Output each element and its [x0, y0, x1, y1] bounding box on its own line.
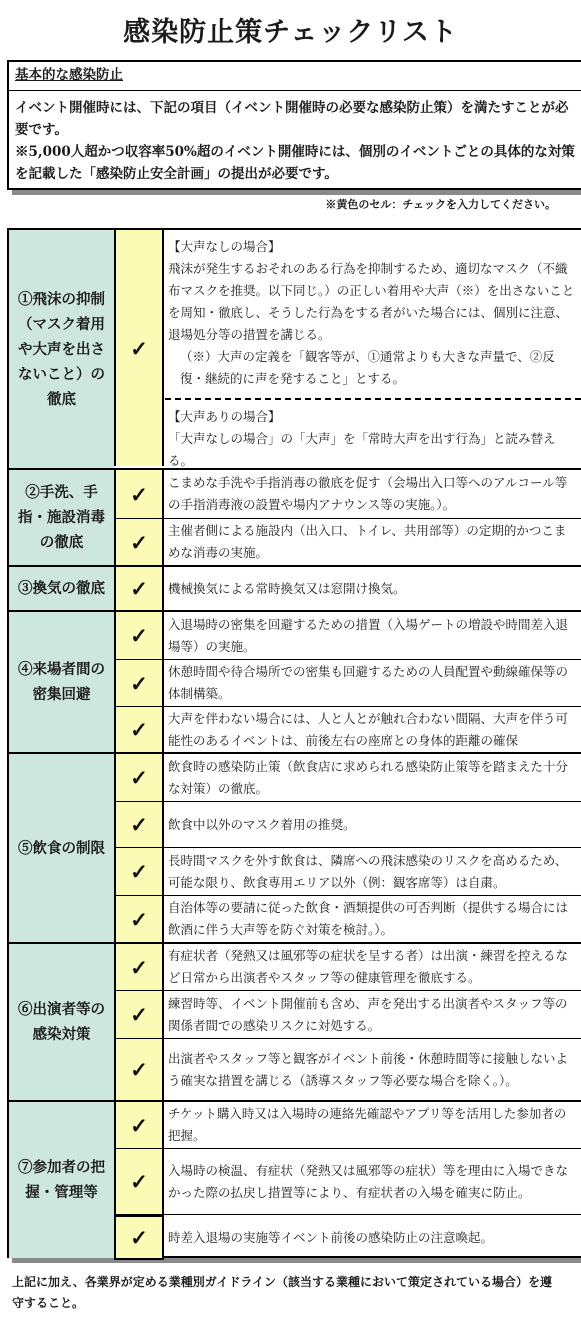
item-text: 休憩時間や待合場所での密集も回避するための人員配置や動線確保等の体制構築。: [168, 664, 569, 701]
check-cell[interactable]: ✓: [114, 1039, 164, 1100]
section-label: ③換気の徹底: [9, 567, 114, 610]
item-text-block: [168, 400, 577, 466]
section-label: ⑥出演者等の感染対策: [9, 944, 114, 1100]
checklist-table: [7, 228, 581, 1258]
check-cell[interactable]: ✓: [114, 1149, 164, 1214]
section-crowd: [9, 610, 581, 752]
check-cell-selected[interactable]: ✓: [114, 1215, 164, 1260]
check-cell[interactable]: ✓: [114, 707, 164, 752]
check-cell[interactable]: ✓: [114, 1102, 164, 1148]
checklist-row: [114, 706, 581, 752]
checklist-row: [114, 567, 581, 610]
checklist-row: [114, 1148, 581, 1214]
checklist-row: [114, 801, 581, 847]
section-droplet: [9, 230, 581, 468]
checklist-row: [114, 847, 581, 895]
check-cell[interactable]: ✓: [114, 470, 164, 518]
intro-heading: 基本的な感染防止: [9, 62, 581, 91]
item-note: （※）大声の定義を「観客等が、①通常よりも大きな声量で、②反復・継続的に声を発すること」とする。: [180, 349, 555, 386]
check-cell[interactable]: ✓: [114, 848, 164, 895]
item-text: 時差入退場の実施等イベント前後の感染防止の注意喚起。: [168, 1229, 494, 1245]
item-text: 入退場時の密集を回避するための措置（入場ゲートの増設や時間差入退場等）の実施。: [168, 616, 569, 654]
item-text: 飛沫が発生するおそれのある行為を抑制するため、適切なマスク（不織布マスクを推奨。以下同じ。）の正しい着用や大声（※）を出さないことを周知・徹底し、そうした行為をする者がいた場合には、個別に注意、退場処分等の措置を講じる。: [168, 261, 575, 342]
intro-line-1: イベント開催時には、下記の項目（イベント開催時の必要な感染防止策）を満たすことが必要です。: [15, 100, 569, 138]
item-text-block: [168, 230, 577, 396]
section-label: ②手洗、手指・施設消毒の徹底: [9, 470, 114, 565]
item-text: 練習時等、イベント開催前も含め、声を発出する出演者やスタッフ等の関係者間での感染リスクに対処する。: [168, 995, 568, 1033]
item-text: 入場時の検温、有症状（発熱又は風邪等の症状）等を理由に入場できなかった際の払戻し措置等により、有症状者の入場を確実に防止。: [168, 1162, 569, 1200]
section-handwash: [9, 468, 581, 565]
checklist-row: [114, 230, 581, 466]
item-text: 自治体等の要請に従った飲食・酒類提供の可否判断（提供する場合には飲酒に伴う大声等を防ぐ対策を検討。）。: [168, 900, 569, 937]
checklist-row: [114, 518, 581, 565]
checklist-row: [114, 895, 581, 942]
item-text: 飲食時の感染防止策（飲食店に求められる感染防止策等を踏まえた十分な対策）の徹底。: [168, 758, 569, 796]
footer-note: 上記に加え、各業界が定める業種別ガイドライン（該当する業種において策定されている場合）を遵守すること。: [12, 1275, 553, 1310]
check-cell[interactable]: ✓: [114, 802, 164, 847]
checklist-row: [114, 1102, 581, 1148]
section-attendees: [9, 1100, 581, 1258]
checklist-row: [114, 754, 581, 801]
item-text: 主催者側による施設内（出入口、トイレ、共用部等）の定期的かつこまめな消毒の実施。: [168, 523, 567, 560]
checklist-row: [114, 470, 581, 518]
section-performers: [9, 942, 581, 1100]
check-cell[interactable]: ✓: [114, 519, 164, 565]
item-subheading: 【大声ありの場合】: [168, 409, 281, 424]
item-text: 出演者やスタッフ等と観客がイベント前後・休憩時間等に接触しないよう確実な措置を講じる（誘導スタッフ等必要な場合を除く。）。: [168, 1050, 569, 1088]
item-text: 飲食中以外のマスク着用の推奨。: [168, 816, 356, 832]
item-text: 「大声なしの場合」の「大声」を「常時大声を出す行為」と読み替える。: [168, 431, 556, 468]
section-label: ①飛沫の抑制（マスク着用や大声を出さないこと）の徹底: [9, 230, 114, 468]
section-label: ⑦参加者の把握・管理等: [9, 1102, 114, 1258]
checklist-row: [114, 1214, 581, 1260]
instruction-note: ※黄色のセル：チェックを入力してください。: [325, 198, 556, 211]
item-text: チケット購入時又は入場時の連絡先確認やアプリ等を活用した参加者の把握。: [168, 1106, 567, 1143]
checklist-row: [114, 990, 581, 1038]
checklist-row: [114, 659, 581, 706]
item-text: 機械換気による常時換気又は窓開け換気。: [168, 580, 406, 596]
section-ventilation: [9, 565, 581, 610]
check-cell[interactable]: ✓: [114, 567, 164, 610]
item-text: 長時間マスクを外す飲食は、隣席への飛沫感染のリスクを高めるため、可能な限り、飲食専用エリア以外（例：観客席等）は自粛。: [168, 852, 568, 890]
check-cell[interactable]: ✓: [114, 660, 164, 706]
item-subheading: 【大声なしの場合】: [168, 239, 281, 254]
item-text: こまめな手洗や手指消毒の徹底を促す（会場出入口等へのアルコール等の手指消毒液の設置や場内アナウンス等の実施。）。: [168, 475, 568, 512]
intro-line-2: ※5,000人超かつ収容率50%超のイベント開催時には、個別のイベントごとの具体的な対策を記載した「感染防止安全計画」の提出が必要です。: [15, 144, 575, 182]
check-cell[interactable]: ✓: [114, 754, 164, 801]
check-cell[interactable]: ✓: [114, 944, 164, 990]
intro-box: [7, 60, 581, 190]
check-cell[interactable]: ✓: [114, 991, 164, 1038]
checklist-row: [114, 944, 581, 990]
section-food: [9, 752, 581, 942]
page-title: 感染防止策チェックリスト: [123, 17, 458, 48]
check-cell[interactable]: ✓: [114, 896, 164, 942]
item-text: 大声を伴わない場合には、人と人とが触れ合わない間隔、大声を伴う可能性のあるイベントは、前後左右の座席との身体的距離の確保: [168, 710, 569, 748]
checklist-row: [114, 1038, 581, 1100]
item-text: 有症状者（発熱又は風邪等の症状を呈する者）は出演・練習を控えるなど日常から出演者やスタッフ等の健康管理を徹底する。: [168, 948, 569, 985]
check-cell[interactable]: ✓: [114, 612, 164, 659]
section-label: ⑤飲食の制限: [9, 754, 114, 942]
section-label: ④来場者間の密集回避: [9, 612, 114, 752]
check-cell[interactable]: ✓: [114, 230, 164, 466]
checklist-row: [114, 612, 581, 659]
